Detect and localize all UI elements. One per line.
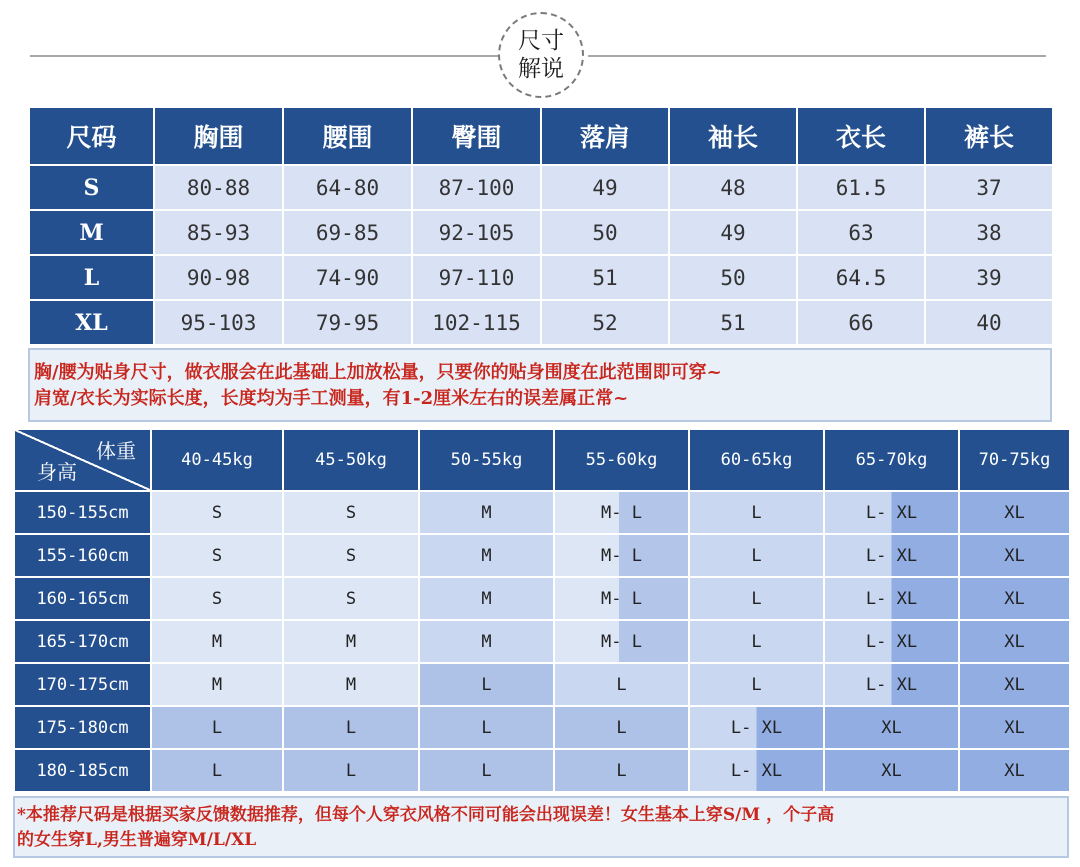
height-row-label: 180-185cm xyxy=(14,749,151,792)
size-cell: 39 xyxy=(925,255,1053,300)
height-row-label: 175-180cm xyxy=(14,706,151,749)
size-col-header: 胸围 xyxy=(154,107,283,165)
size-cell: 66 xyxy=(797,300,925,345)
rec-cell: L xyxy=(689,663,824,706)
rec-cell: L xyxy=(554,706,689,749)
rec-cell: XL xyxy=(824,706,959,749)
table-row xyxy=(29,300,1053,345)
height-row-label: 150-155cm xyxy=(14,491,151,534)
rec-cell: XL xyxy=(959,491,1070,534)
rec-cell: L- XL xyxy=(824,491,959,534)
rec-cell: XL xyxy=(959,534,1070,577)
rec-cell: L- XL xyxy=(689,749,824,792)
table-row xyxy=(14,491,1070,534)
table-row xyxy=(14,706,1070,749)
rec-cell: L xyxy=(689,620,824,663)
size-cell: 69-85 xyxy=(283,210,412,255)
rec-cell: L- XL xyxy=(824,663,959,706)
rec-cell: XL xyxy=(959,577,1070,620)
height-row-label: 160-165cm xyxy=(14,577,151,620)
table-row xyxy=(29,255,1053,300)
rec-cell: L xyxy=(151,749,283,792)
size-row-label: S xyxy=(29,165,154,210)
rec-cell: S xyxy=(151,577,283,620)
size-cell: 51 xyxy=(541,255,669,300)
rec-cell: M- L xyxy=(554,620,689,663)
size-cell: 38 xyxy=(925,210,1053,255)
size-row-label: M xyxy=(29,210,154,255)
rec-cell: M xyxy=(419,577,554,620)
header-title-line1: 尺寸 xyxy=(518,28,564,54)
size-note-line: 胸/腰为贴身尺寸，做衣服会在此基础上加放松量，只要你的贴身围度在此范围即可穿~ xyxy=(34,362,722,383)
height-row-label: 170-175cm xyxy=(14,663,151,706)
weight-col-header: 45-50kg xyxy=(283,429,419,491)
size-cell: 50 xyxy=(669,255,797,300)
rec-cell: L xyxy=(419,749,554,792)
height-row-label: 155-160cm xyxy=(14,534,151,577)
weight-col-header: 65-70kg xyxy=(824,429,959,491)
height-row-label: 165-170cm xyxy=(14,620,151,663)
rec-cell: M xyxy=(419,491,554,534)
rec-cell: M- L xyxy=(554,534,689,577)
rec-cell: L xyxy=(689,491,824,534)
size-cell: 87-100 xyxy=(412,165,541,210)
rec-cell: M xyxy=(283,663,419,706)
size-col-header: 裤长 xyxy=(925,107,1053,165)
rec-cell: L xyxy=(283,706,419,749)
size-table xyxy=(28,106,1054,346)
rec-table-header-row xyxy=(14,429,1070,491)
rec-cell: M- L xyxy=(554,491,689,534)
rec-corner-header xyxy=(14,429,151,491)
rec-cell: XL xyxy=(959,706,1070,749)
rec-cell: XL xyxy=(959,620,1070,663)
rec-cell: M xyxy=(151,663,283,706)
weight-col-header: 40-45kg xyxy=(151,429,283,491)
size-cell: 61.5 xyxy=(797,165,925,210)
size-cell: 92-105 xyxy=(412,210,541,255)
rec-cell: S xyxy=(283,491,419,534)
rec-cell: S xyxy=(283,577,419,620)
table-row xyxy=(14,749,1070,792)
recommendation-table xyxy=(13,428,1071,793)
rec-cell: L- XL xyxy=(824,620,959,663)
size-cell: 79-95 xyxy=(283,300,412,345)
size-cell: 49 xyxy=(669,210,797,255)
weight-col-header: 50-55kg xyxy=(419,429,554,491)
table-row xyxy=(14,577,1070,620)
rec-cell: S xyxy=(283,534,419,577)
table-row xyxy=(14,663,1070,706)
size-cell: 97-110 xyxy=(412,255,541,300)
rec-cell: L xyxy=(419,663,554,706)
rec-cell: L xyxy=(554,663,689,706)
rec-cell: L xyxy=(689,534,824,577)
size-cell: 95-103 xyxy=(154,300,283,345)
corner-weight-label: 体重 xyxy=(96,439,136,463)
size-col-header: 尺码 xyxy=(29,107,154,165)
weight-col-header: 70-75kg xyxy=(959,429,1070,491)
size-cell: 74-90 xyxy=(283,255,412,300)
size-col-header: 臀围 xyxy=(412,107,541,165)
rec-cell: M- L xyxy=(554,577,689,620)
table-row xyxy=(29,210,1053,255)
weight-col-header: 55-60kg xyxy=(554,429,689,491)
size-col-header: 袖长 xyxy=(669,107,797,165)
rec-cell: M xyxy=(283,620,419,663)
table-row xyxy=(29,165,1053,210)
rec-cell: L xyxy=(419,706,554,749)
rec-cell: L- XL xyxy=(689,706,824,749)
header-badge xyxy=(498,12,584,98)
rec-cell: L xyxy=(689,577,824,620)
header-divider-right xyxy=(588,55,1046,57)
weight-col-header: 60-65kg xyxy=(689,429,824,491)
size-row-label: XL xyxy=(29,300,154,345)
size-col-header: 落肩 xyxy=(541,107,669,165)
rec-cell: M xyxy=(419,534,554,577)
size-row-label: L xyxy=(29,255,154,300)
size-cell: 90-98 xyxy=(154,255,283,300)
rec-cell: M xyxy=(419,620,554,663)
size-col-header: 腰围 xyxy=(283,107,412,165)
size-cell: 63 xyxy=(797,210,925,255)
rec-cell: L xyxy=(283,749,419,792)
size-cell: 52 xyxy=(541,300,669,345)
size-note xyxy=(28,348,1052,422)
size-cell: 49 xyxy=(541,165,669,210)
rec-cell: L xyxy=(151,706,283,749)
rec-cell: S xyxy=(151,534,283,577)
header-divider-left xyxy=(30,55,498,57)
size-cell: 64-80 xyxy=(283,165,412,210)
table-row xyxy=(14,620,1070,663)
recommendation-note-line: *本推荐尺码是根据买家反馈数据推荐，但每个人穿衣风格不同可能会出现误差！女生基本上穿S/M ，个子高 xyxy=(17,805,835,825)
size-cell: 102-115 xyxy=(412,300,541,345)
size-cell: 64.5 xyxy=(797,255,925,300)
table-row xyxy=(14,534,1070,577)
size-cell: 85-93 xyxy=(154,210,283,255)
recommendation-note-line: 的女生穿L,男生普遍穿M/L/XL xyxy=(17,830,257,850)
rec-cell: XL xyxy=(824,749,959,792)
header-title-line2: 解说 xyxy=(518,56,564,82)
size-cell: 37 xyxy=(925,165,1053,210)
size-cell: 40 xyxy=(925,300,1053,345)
corner-height-label: 身高 xyxy=(37,460,77,484)
rec-cell: M xyxy=(151,620,283,663)
rec-cell: L- XL xyxy=(824,534,959,577)
rec-cell: S xyxy=(151,491,283,534)
rec-cell: L- XL xyxy=(824,577,959,620)
recommendation-note xyxy=(13,796,1069,858)
size-cell: 50 xyxy=(541,210,669,255)
size-cell: 48 xyxy=(669,165,797,210)
size-cell: 51 xyxy=(669,300,797,345)
size-note-line: 肩宽/衣长为实际长度，长度均为手工测量，有1-2厘米左右的误差属正常~ xyxy=(34,388,629,409)
rec-cell: XL xyxy=(959,663,1070,706)
size-cell: 80-88 xyxy=(154,165,283,210)
rec-cell: XL xyxy=(959,749,1070,792)
rec-cell: L xyxy=(554,749,689,792)
size-table-header-row xyxy=(29,107,1053,165)
size-col-header: 衣长 xyxy=(797,107,925,165)
